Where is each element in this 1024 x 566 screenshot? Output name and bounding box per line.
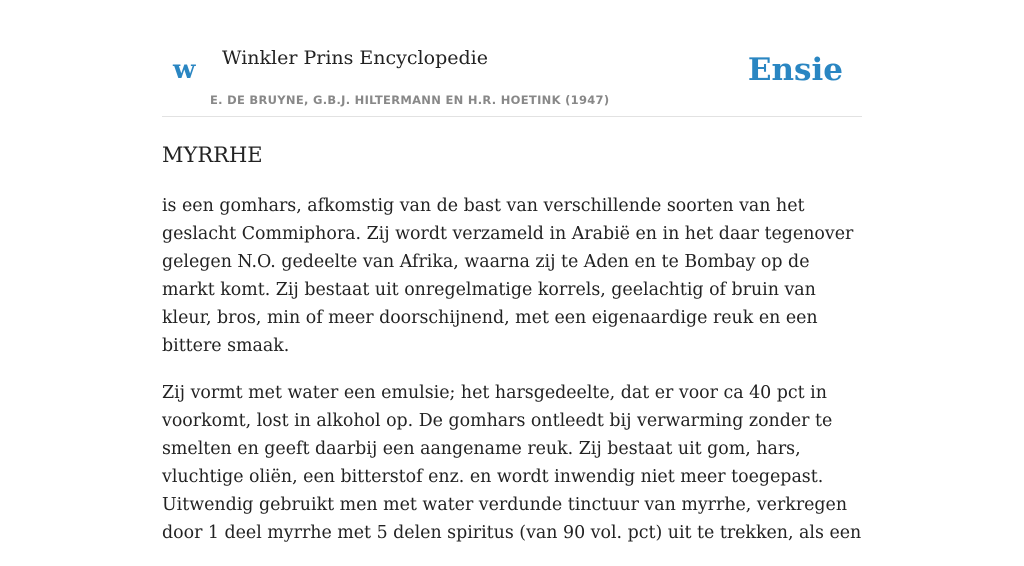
- article-paragraph: Zij vormt met water een emulsie; het harsgedeelte, dat er voor ca 40 pct in voorkomt, lost in alkohol op. De gomhars ontleedt bij verwarming zonder te smelten en geeft daarbij een aangename reuk. Zij bestaat uit gom, hars, vluchtige oliën, een bitterstof enz. en wordt inwendig niet meer toegepast. Uitwendig gebruikt men met water verdunde tinctuur van myrrhe, verkregen door 1 deel myrrhe met 5 delen spiritus (van 90 vol. pct) uit te trekken, als een: [162, 383, 862, 543]
- ensie-logo[interactable]: Ensie: [747, 52, 843, 88]
- article-body: [162, 192, 862, 566]
- article-paragraph: is een gomhars, afkomstig van de bast van verschillende soorten van het geslacht Commiphora. Zij wordt verzameld in Arabië en in het daar tegenover gelegen N.O. gedeelte van Afrika, waarna zij te Aden en te Bombay op de markt komt. Zij bestaat uit onregelmatige korrels, geelachtig of bruin van kleur, bros, min of meer doorschijnend, met een eigenaardige reuk en een bittere smaak.: [162, 196, 854, 356]
- site-header: [162, 0, 862, 117]
- publication-title[interactable]: Winkler Prins Encyclopedie: [222, 47, 488, 69]
- winkler-prins-logo[interactable]: w: [173, 55, 196, 85]
- publication-authors: E. DE BRUYNE, G.B.J. HILTERMANN EN H.R. HOETINK (1947): [210, 93, 610, 107]
- entry-title: MYRRHE: [162, 143, 263, 167]
